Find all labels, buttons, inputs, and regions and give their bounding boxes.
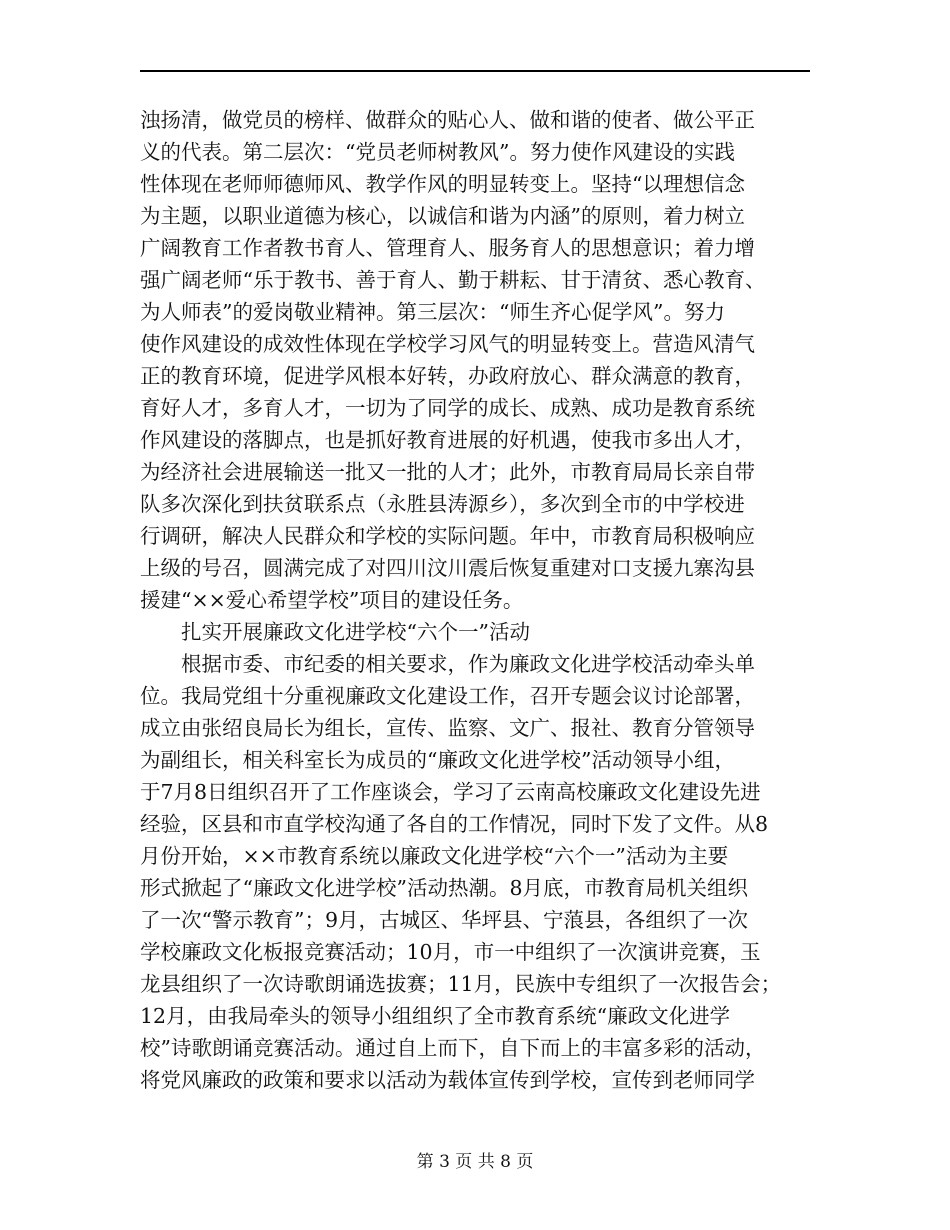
- text-line: 于7月8日组织召开了工作座谈会，学习了云南高校廉政文化建设先进: [140, 780, 761, 804]
- text-line: 行调研，解决人民群众和学校的实际问题。年中，市教育局积极响应: [140, 524, 755, 548]
- text-line: 形式掀起了“廉政文化进学校”活动热潮。8月底，市教育局机关组织: [140, 876, 749, 900]
- paragraph-1: [140, 104, 810, 616]
- header-rule: [140, 70, 810, 72]
- text-line: 将党风廉政的政策和要求以活动为载体宣传到学校，宣传到老师同学: [140, 1068, 755, 1092]
- text-line: 为人师表”的爱岗敬业精神。第三层次：“师生齐心促学风”。努力: [140, 300, 725, 324]
- text-line: 了一次“警示教育”；9月，古城区、华坪县、宁蒗县，各组织了一次: [140, 908, 749, 932]
- text-line: 龙县组织了一次诗歌朗诵选拔赛；11月，民族中专组织了一次报告会；: [140, 972, 782, 996]
- document-body: [140, 104, 810, 1096]
- text-line: 经验，区县和市直学校沟通了各自的工作情况，同时下发了文件。从8: [140, 812, 769, 836]
- text-line: 援建“××爱心希望学校”项目的建设任务。: [140, 588, 524, 612]
- text-line: 义的代表。第二层次：“党员老师树教风”。努力使作风建设的实践: [140, 140, 735, 164]
- text-line: 强广阔老师“乐于教书、善于育人、勤于耕耘、甘于清贫、悉心教育、: [140, 268, 766, 292]
- text-line: 月份开始，××市教育系统以廉政文化进学校“六个一”活动为主要: [140, 844, 729, 868]
- section-heading: 扎实开展廉政文化进学校“六个一”活动: [181, 620, 530, 644]
- page-number-footer: 第 3 页 共 8 页: [416, 1152, 534, 1172]
- text-line: 为经济社会进展输送一批又一批的人才；此外，市教育局局长亲自带: [140, 460, 755, 484]
- text-line: 广阔教育工作者教书育人、管理育人、服务育人的思想意识；着力增: [140, 236, 755, 260]
- text-line: 正的教育环境，促进学风根本好转，办政府放心、群众满意的教育，: [140, 364, 755, 388]
- text-line: 上级的号召，圆满完成了对四川汶川震后恢复重建对口支援九寨沟县: [140, 556, 755, 580]
- text-line: 作风建设的落脚点，也是抓好教育进展的好机遇，使我市多出人才，: [140, 428, 755, 452]
- text-line: 使作风建设的成效性体现在学校学习风气的明显转变上。营造风清气: [140, 332, 755, 356]
- paragraph-2: [140, 648, 810, 1096]
- text-line: 学校廉政文化板报竞赛活动；10月，市一中组织了一次演讲竞赛，玉: [140, 940, 761, 964]
- text-line: 根据市委、市纪委的相关要求，作为廉政文化进学校活动牵头单: [181, 652, 755, 676]
- text-line: 浊扬清，做党员的榜样、做群众的贴心人、做和谐的使者、做公平正: [140, 108, 755, 132]
- text-line: 性体现在老师师德师风、教学作风的明显转变上。坚持“以理想信念: [140, 172, 745, 196]
- text-line: 为主题，以职业道德为核心，以诚信和谐为内涵”的原则，着力树立: [140, 204, 745, 228]
- text-line: 育好人才，多育人才，一切为了同学的成长、成熟、成功是教育系统: [140, 396, 755, 420]
- text-line: 12月，由我局牵头的领导小组组织了全市教育系统“廉政文化进学: [140, 1004, 731, 1028]
- text-line: 成立由张绍良局长为组长，宣传、监察、文广、报社、教育分管领导: [140, 716, 755, 740]
- text-line: 校”诗歌朗诵竞赛活动。通过自上而下，自下而上的丰富多彩的活动，: [140, 1036, 766, 1060]
- text-line: 队多次深化到扶贫联系点（永胜县涛源乡），多次到全市的中学校进: [140, 492, 745, 516]
- text-line: 位。我局党组十分重视廉政文化建设工作，召开专题会议讨论部署，: [140, 684, 755, 708]
- text-line: 为副组长，相关科室长为成员的“廉政文化进学校”活动领导小组，: [140, 748, 735, 772]
